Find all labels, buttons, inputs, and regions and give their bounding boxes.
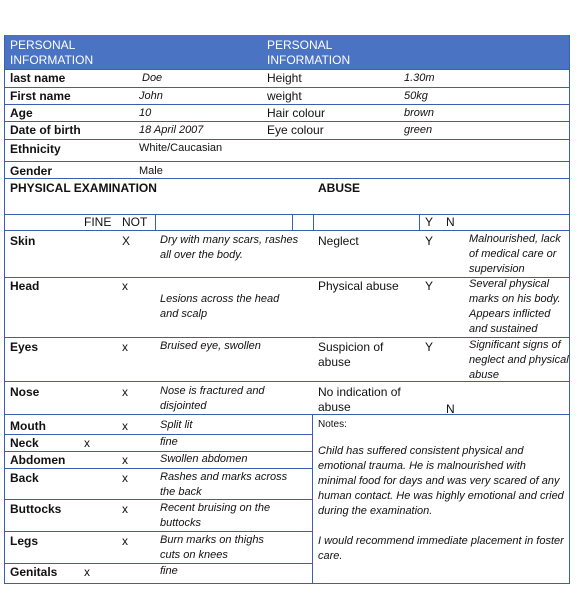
weight-label: weight <box>267 89 302 103</box>
age-value: 10 <box>139 107 152 119</box>
row-divider <box>4 139 570 140</box>
notes-label: Notes: <box>318 419 347 430</box>
row-divider <box>4 531 312 532</box>
eye-colour-value: green <box>404 124 433 136</box>
gender-label: Gender <box>10 164 53 178</box>
col-divider <box>292 214 293 231</box>
frame-bottom <box>4 583 570 584</box>
abuse-row-no-indication-type: No indication of abuse <box>318 385 401 414</box>
physical-row-buttocks-part: Buttocks <box>10 502 62 516</box>
first-name-value: John <box>139 90 163 102</box>
row-divider <box>4 161 570 162</box>
ethnicity-value: White/Caucasian <box>139 142 223 154</box>
row-divider <box>4 104 570 105</box>
physical-row-eyes-part: Eyes <box>10 340 39 354</box>
col-divider <box>419 214 420 231</box>
physical-row-nose-part: Nose <box>10 385 40 399</box>
abuse-row-neglect-type: Neglect <box>318 234 359 248</box>
physical-row-nose-not: x <box>122 385 128 399</box>
fine-column-header: FINE <box>84 215 112 229</box>
row-divider <box>4 178 570 179</box>
right-section-title: PERSONAL INFORMATION <box>267 38 351 67</box>
physical-row-buttocks-note: Recent bruising on the buttocks <box>160 502 271 529</box>
row-divider <box>4 468 312 469</box>
age-label: Age <box>10 106 33 120</box>
abuse-row-suspicion-note: Significant signs of neglect and physical abuse <box>469 339 569 381</box>
weight-value: 50kg <box>404 90 428 102</box>
physical-exam-title: PHYSICAL EXAMINATION <box>10 181 157 195</box>
physical-row-abdomen-not: x <box>122 453 128 467</box>
physical-row-mouth-note: Split lit <box>160 419 193 431</box>
row-divider <box>4 69 570 70</box>
last-name-value: Doe <box>142 72 163 84</box>
physical-row-abdomen-note: Swollen abdomen <box>160 453 248 465</box>
height-value: 1.30m <box>404 72 435 84</box>
notes-paragraph-1: Child has suffered consistent physical and emotional trauma. He is malnourished with minimal food for days and was very scared of any human contact. He was highly emotional and cried during the examination. <box>318 445 564 517</box>
physical-row-legs-note: Burn marks on thighs cuts on knees <box>160 534 264 561</box>
abuse-row-physical-type: Physical abuse <box>318 279 399 293</box>
physical-row-genitals-part: Genitals <box>10 565 58 579</box>
frame-left <box>4 35 5 584</box>
row-divider <box>4 121 570 122</box>
physical-row-abdomen-part: Abdomen <box>10 453 66 467</box>
physical-row-back-part: Back <box>10 471 39 485</box>
abuse-title: ABUSE <box>318 181 361 195</box>
gender-value: Male <box>139 165 163 177</box>
abuse-row-physical-note: Several physical marks on his body. Appears inflicted and sustained <box>469 278 561 335</box>
physical-row-eyes-note: Bruised eye, swollen <box>160 340 261 352</box>
last-name-label: last name <box>10 71 66 85</box>
col-divider <box>155 214 156 231</box>
row-divider <box>4 230 570 231</box>
row-divider <box>4 434 312 435</box>
ethnicity-label: Ethnicity <box>10 142 61 156</box>
dob-value: 18 April 2007 <box>139 124 204 136</box>
physical-row-back-note: Rashes and marks across the back <box>160 471 288 498</box>
no-column-header: N <box>446 215 455 229</box>
physical-row-head-note: Lesions across the head and scalp <box>160 293 280 320</box>
physical-row-legs-not: x <box>122 534 128 548</box>
physical-row-nose-note: Nose is fractured and disjointed <box>160 385 265 412</box>
physical-row-genitals-fine: x <box>84 565 90 579</box>
row-divider <box>4 414 570 415</box>
row-divider <box>4 451 312 452</box>
row-divider <box>4 87 570 88</box>
physical-row-neck-fine: x <box>84 436 90 450</box>
physical-row-skin-note: Dry with many scars, rashes all over the body. <box>160 234 299 261</box>
physical-row-neck-part: Neck <box>10 436 39 450</box>
yes-column-header: Y <box>425 215 434 229</box>
first-name-label: First name <box>10 89 71 103</box>
not-column-header: NOT <box>122 215 148 229</box>
physical-row-skin-part: Skin <box>10 234 36 248</box>
physical-row-neck-note: fine <box>160 436 178 448</box>
hair-colour-label: Hair colour <box>267 106 326 120</box>
notes-box-border <box>312 414 313 584</box>
abuse-row-suspicion-type: Suspicion of abuse <box>318 340 384 369</box>
physical-row-buttocks-not: x <box>122 502 128 516</box>
physical-row-head-not: x <box>122 279 128 293</box>
eye-colour-label: Eye colour <box>267 123 324 137</box>
hair-colour-value: brown <box>404 107 434 119</box>
abuse-row-no-indication-no: N <box>446 402 455 416</box>
physical-row-head-part: Head <box>10 279 40 293</box>
physical-row-skin-not: X <box>122 234 131 248</box>
physical-row-mouth-part: Mouth <box>10 419 46 433</box>
abuse-row-physical-yes: Y <box>425 279 434 293</box>
physical-row-mouth-not: x <box>122 419 128 433</box>
frame-right <box>569 35 570 584</box>
abuse-row-neglect-yes: Y <box>425 234 434 248</box>
notes-paragraph-2: I would recommend immediate placement in foster care. <box>318 535 564 562</box>
physical-row-back-not: x <box>122 471 128 485</box>
height-label: Height <box>267 71 302 85</box>
physical-row-genitals-note: fine <box>160 565 178 577</box>
row-divider <box>4 563 312 564</box>
physical-row-eyes-not: x <box>122 340 128 354</box>
physical-row-legs-part: Legs <box>10 534 39 548</box>
abuse-row-neglect-note: Malnourished, lack of medical care or supervision <box>469 233 561 275</box>
col-divider <box>313 214 314 231</box>
left-section-title: PERSONAL INFORMATION <box>10 38 94 67</box>
dob-label: Date of birth <box>10 123 81 137</box>
abuse-row-suspicion-yes: Y <box>425 340 434 354</box>
